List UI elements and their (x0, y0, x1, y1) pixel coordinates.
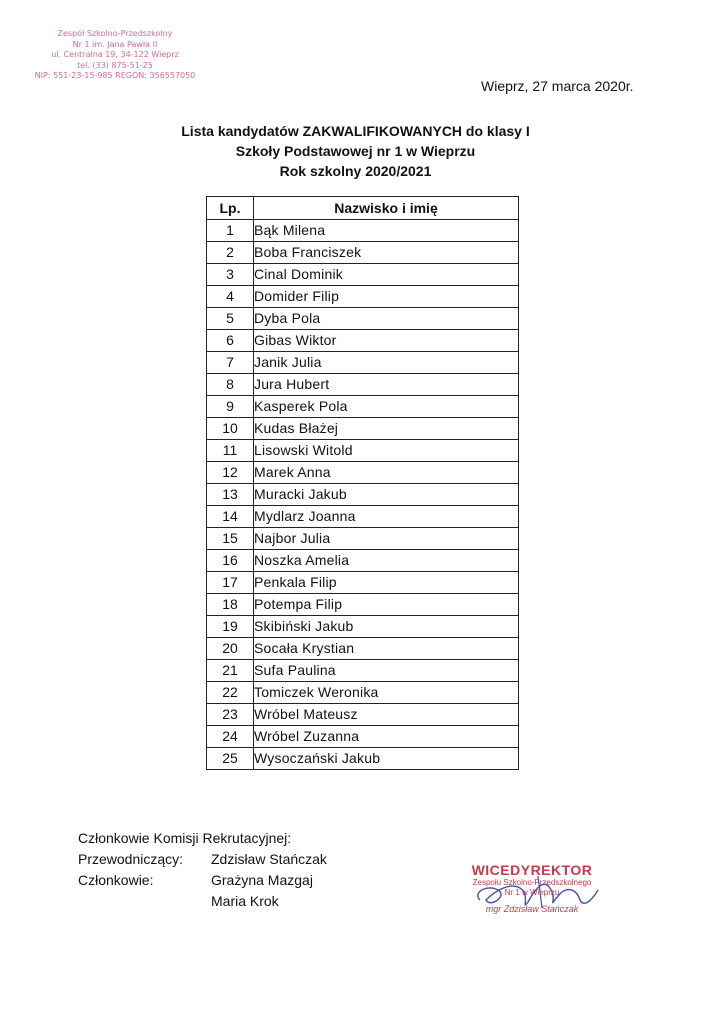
table-row (207, 374, 519, 396)
candidate-name: Cinal Dominik (254, 264, 519, 286)
candidate-name: Boba Franciszek (254, 242, 519, 264)
table-row (207, 748, 519, 770)
table-row (207, 484, 519, 506)
table-row (207, 726, 519, 748)
candidate-name: Kasperek Pola (254, 396, 519, 418)
header-num: Lp. (207, 197, 254, 220)
candidate-name: Socała Krystian (254, 638, 519, 660)
row-number: 24 (207, 726, 254, 748)
table-row (207, 638, 519, 660)
candidate-name: Gibas Wiktor (254, 330, 519, 352)
signature-school-2: Nr 1 w Wieprzu (504, 888, 560, 897)
row-number: 14 (207, 506, 254, 528)
row-number: 2 (207, 242, 254, 264)
table-row (207, 286, 519, 308)
candidate-name: Skibiński Jakub (254, 616, 519, 638)
committee-heading: Członkowie Komisji Rekrutacyjnej: (78, 830, 292, 846)
candidate-name: Najbor Julia (254, 528, 519, 550)
row-number: 21 (207, 660, 254, 682)
table-row (207, 242, 519, 264)
row-number: 22 (207, 682, 254, 704)
title-line-1: Lista kandydatów ZAKWALIFIKOWANYCH do klasy I (181, 123, 530, 139)
table-row (207, 462, 519, 484)
row-number: 13 (207, 484, 254, 506)
signature-school: Zespołu Szkolno-Przedszkolnego (472, 878, 592, 887)
chair-name: Zdzisław Stańczak (211, 851, 327, 867)
row-number: 11 (207, 440, 254, 462)
row-number: 18 (207, 594, 254, 616)
table-row (207, 528, 519, 550)
candidate-name: Tomiczek Weronika (254, 682, 519, 704)
members-label: Członkowie: (78, 872, 154, 888)
table-row (207, 220, 519, 242)
signature-name: mgr Zdzisław Stańczak (485, 904, 579, 914)
member-name: Grażyna Mazgaj (211, 872, 313, 888)
signature-title: WICEDYREKTOR (471, 862, 593, 878)
table-row (207, 594, 519, 616)
table-header-row (207, 197, 519, 220)
member-name: Maria Krok (211, 893, 279, 909)
table-row (207, 308, 519, 330)
candidate-name: Wróbel Zuzanna (254, 726, 519, 748)
row-number: 6 (207, 330, 254, 352)
candidate-name: Mydlarz Joanna (254, 506, 519, 528)
table-row (207, 682, 519, 704)
table-row (207, 616, 519, 638)
table-row (207, 418, 519, 440)
row-number: 25 (207, 748, 254, 770)
table-row (207, 572, 519, 594)
candidate-name: Domider Filip (254, 286, 519, 308)
candidate-name: Bąk Milena (254, 220, 519, 242)
candidate-name: Lisowski Witold (254, 440, 519, 462)
stamp-line: NIP: 551-23-15-985 REGON: 356557050 (34, 71, 196, 80)
candidate-name: Muracki Jakub (254, 484, 519, 506)
row-number: 10 (207, 418, 254, 440)
chair-label: Przewodniczący: (78, 851, 184, 867)
candidate-name: Potempa Filip (254, 594, 519, 616)
candidate-name: Noszka Amelia (254, 550, 519, 572)
candidate-name: Dyba Pola (254, 308, 519, 330)
row-number: 17 (207, 572, 254, 594)
candidate-name: Wysoczański Jakub (254, 748, 519, 770)
table-row (207, 264, 519, 286)
document-date: Wieprz, 27 marca 2020r. (481, 78, 634, 94)
table-row (207, 440, 519, 462)
candidate-name: Jura Hubert (254, 374, 519, 396)
table-row (207, 704, 519, 726)
candidate-name: Marek Anna (254, 462, 519, 484)
candidates-table (206, 196, 519, 770)
document-title (0, 121, 723, 181)
table-row (207, 396, 519, 418)
table-row (207, 330, 519, 352)
row-number: 12 (207, 462, 254, 484)
candidate-name: Sufa Paulina (254, 660, 519, 682)
school-stamp (30, 29, 200, 82)
stamp-line: Zespół Szkolno-Przedszkolny (57, 29, 173, 38)
table-row (207, 660, 519, 682)
table-row (207, 352, 519, 374)
row-number: 23 (207, 704, 254, 726)
table-row (207, 506, 519, 528)
row-number: 1 (207, 220, 254, 242)
handwritten-signature (468, 870, 608, 915)
title-line-2: Szkoły Podstawowej nr 1 w Wieprzu (235, 143, 476, 159)
row-number: 5 (207, 308, 254, 330)
stamp-line: tel. (33) 875-51-25 (77, 60, 153, 70)
row-number: 7 (207, 352, 254, 374)
row-number: 4 (207, 286, 254, 308)
row-number: 19 (207, 616, 254, 638)
row-number: 15 (207, 528, 254, 550)
row-number: 16 (207, 550, 254, 572)
row-number: 3 (207, 264, 254, 286)
row-number: 20 (207, 638, 254, 660)
stamp-line: Nr 1 im. Jana Pawła II (72, 39, 158, 49)
title-line-3: Rok szkolny 2020/2021 (279, 163, 432, 179)
header-name: Nazwisko i imię (254, 197, 519, 220)
table-row (207, 550, 519, 572)
candidate-name: Kudas Błażej (254, 418, 519, 440)
row-number: 8 (207, 374, 254, 396)
candidate-name: Penkala Filip (254, 572, 519, 594)
stamp-line: ul. Centralna 19, 34-122 Wieprz (51, 50, 179, 59)
row-number: 9 (207, 396, 254, 418)
candidate-name: Janik Julia (254, 352, 519, 374)
candidate-name: Wróbel Mateusz (254, 704, 519, 726)
